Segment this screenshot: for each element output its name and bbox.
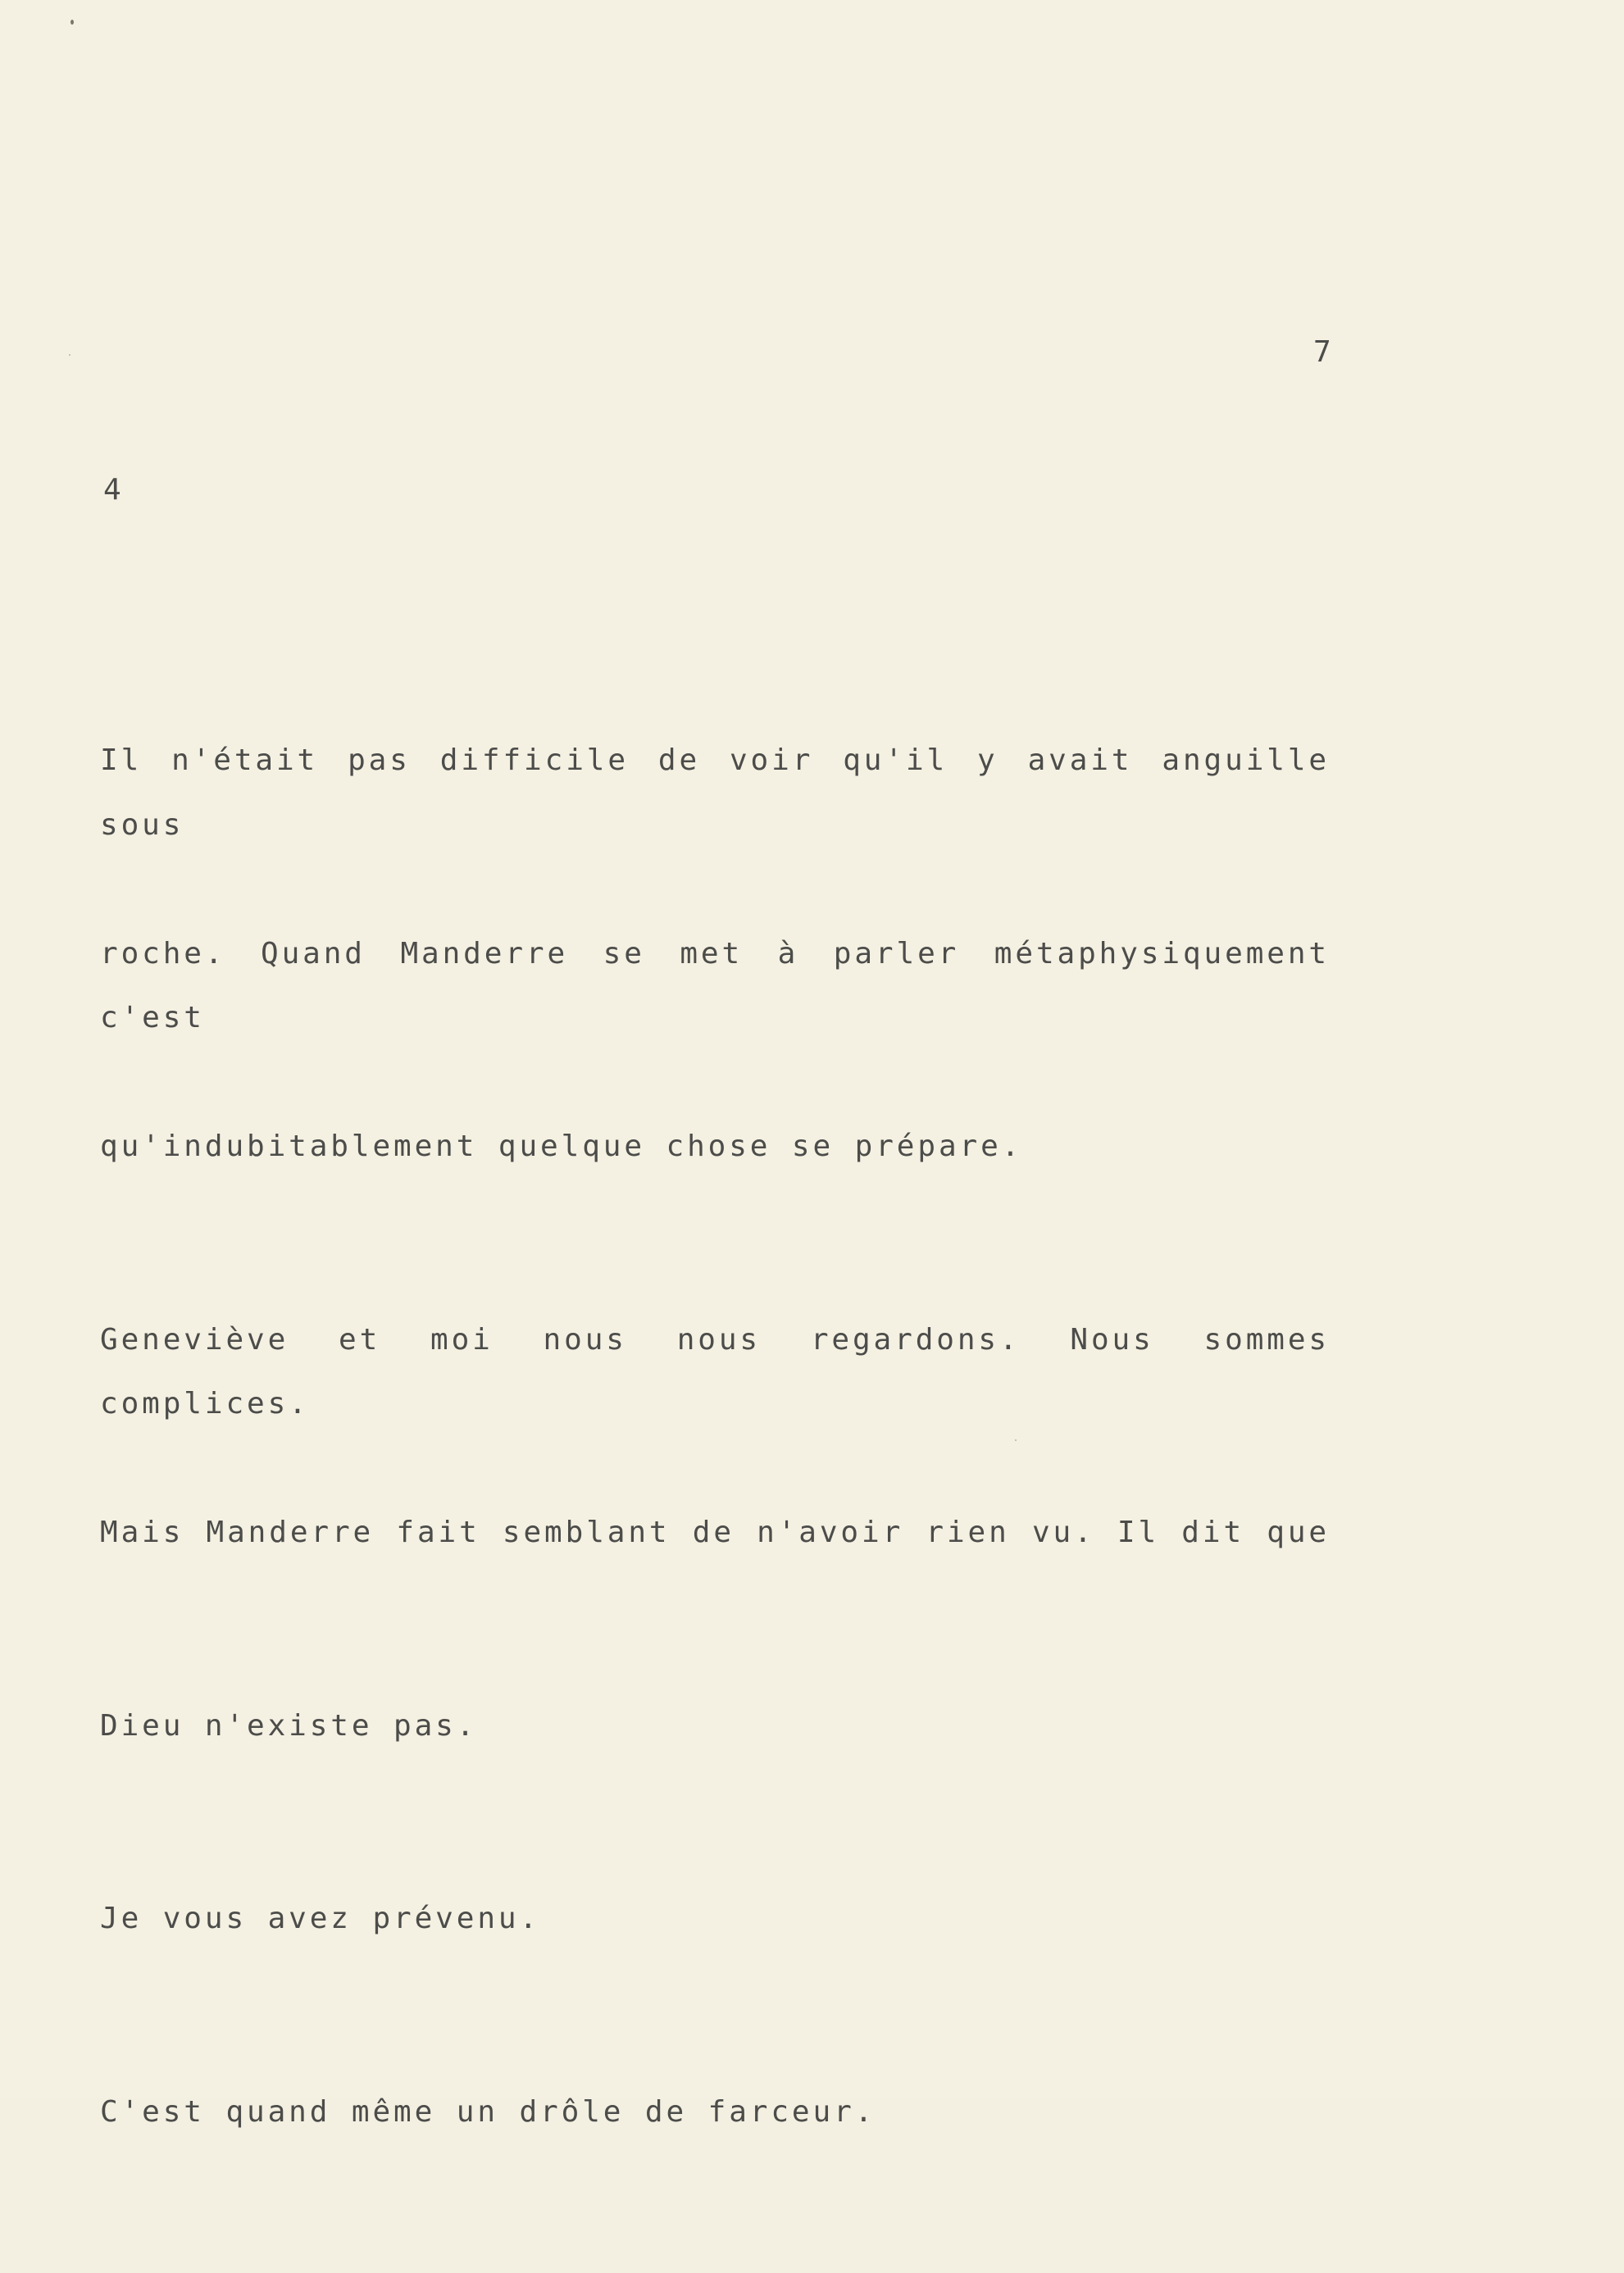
- text-line: Dieu n'existe pas.: [100, 1708, 478, 1743]
- text-line: Mais Manderre fait semblant de n'avoir rien vu. Il dit que: [100, 1516, 1330, 1549]
- text-line: Je vous avez prévenu.: [100, 1902, 541, 1935]
- paper-speck: [69, 354, 71, 356]
- typed-body-text: [100, 600, 1346, 2273]
- text-line: roche. Quand Manderre se met à parler métaphysiquement c'est: [100, 936, 1330, 1034]
- section-number: 4: [103, 473, 121, 507]
- paper-speck: [71, 20, 74, 25]
- page-number: 7: [1313, 335, 1331, 369]
- text-line: Geneviève et moi nous nous regardons. Nous sommes complices.: [100, 1322, 1330, 1421]
- text-line: C'est quand même un drôle de farceur.: [100, 2094, 876, 2129]
- text-line: qu'indubitablement quelque chose se prépare.: [100, 1130, 1023, 1163]
- text-line: Il n'était pas difficile de voir qu'il y avait anguille sous: [100, 743, 1330, 842]
